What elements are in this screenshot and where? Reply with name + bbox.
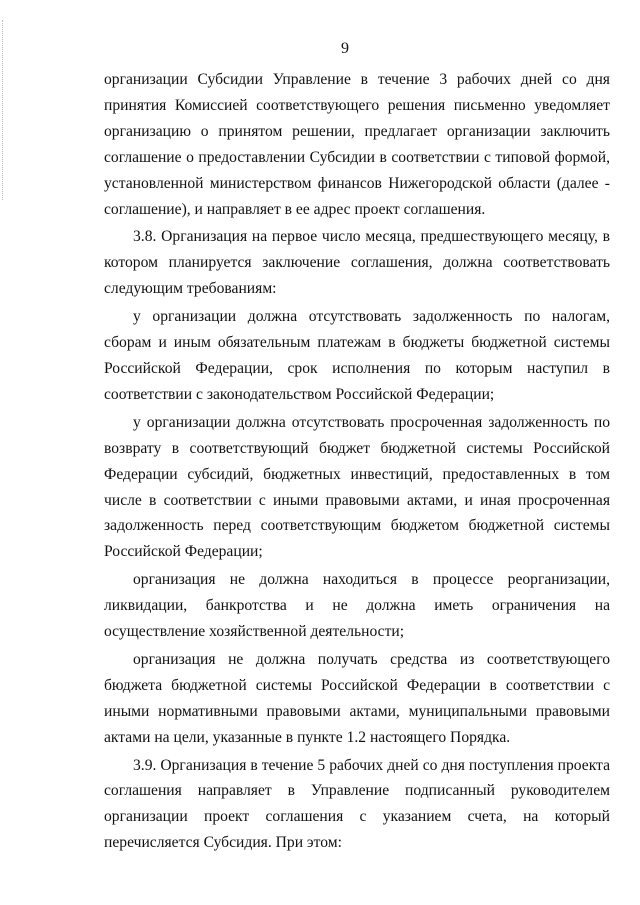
- paragraph-requirement-overdue-debt: у организации должна отсутствовать просроченная задолженность по возврату в соответствующий бюджет бюджетной системы Российской Федерации субсидий, бюджетных инвестиций, предоставленных в том числе в соответствии с иными правовыми актами, и иная просроченная задолженность перед соответствующим бюджетом бюджетной системы Российской Федерации;: [104, 413, 610, 561]
- paragraph-continuation: организации Субсидии Управление в течение 3 рабочих дней со дня принятия Комиссией соответствующего решения письменно уведомляет организацию о принятом решении, предлагает организации заключить соглашение о предоставлении Субсидии в соответствии с типовой формой, установленной министерством финансов Нижегородской области (далее - соглашение), и направляет в ее адрес проект соглашения.: [104, 71, 610, 218]
- paragraph-requirement-reorganization: организация не должна находиться в процессе реорганизации, ликвидации, банкротства и не должна иметь ограничения на осуществление хозяйственной деятельности;: [104, 571, 610, 641]
- paragraph-requirement-other-funds: организация не должна получать средства из соответствующего бюджета бюджетной системы Российской Федерации в соответствии с иными нормативными правовыми актами, муниципальными правовыми актами на цели, указанные в пункте 1.2 настоящего Порядка.: [104, 650, 610, 746]
- paragraph-requirement-taxes: у организации должна отсутствовать задолженность по налогам, сборам и иным обязательным платежам в бюджеты бюджетной системы Российской Федерации, срок исполнения по которым наступил в соответствии с законодательством Российской Федерации;: [104, 308, 610, 403]
- page-number: 9: [341, 40, 349, 57]
- document-body: [104, 67, 610, 856]
- paragraph-3-8: 3.8. Организация на первое число месяца, предшествующего месяцу, в котором планируется заключение соглашения, должна соответствовать следующим требованиям:: [104, 228, 610, 298]
- paragraph-3-9: 3.9. Организация в течение 5 рабочих дней со дня поступления проекта соглашения направляет в Управление подписанный руководителем организации проект соглашения с указанием счета, на который перечисляется Субсидия. При этом:: [104, 756, 610, 852]
